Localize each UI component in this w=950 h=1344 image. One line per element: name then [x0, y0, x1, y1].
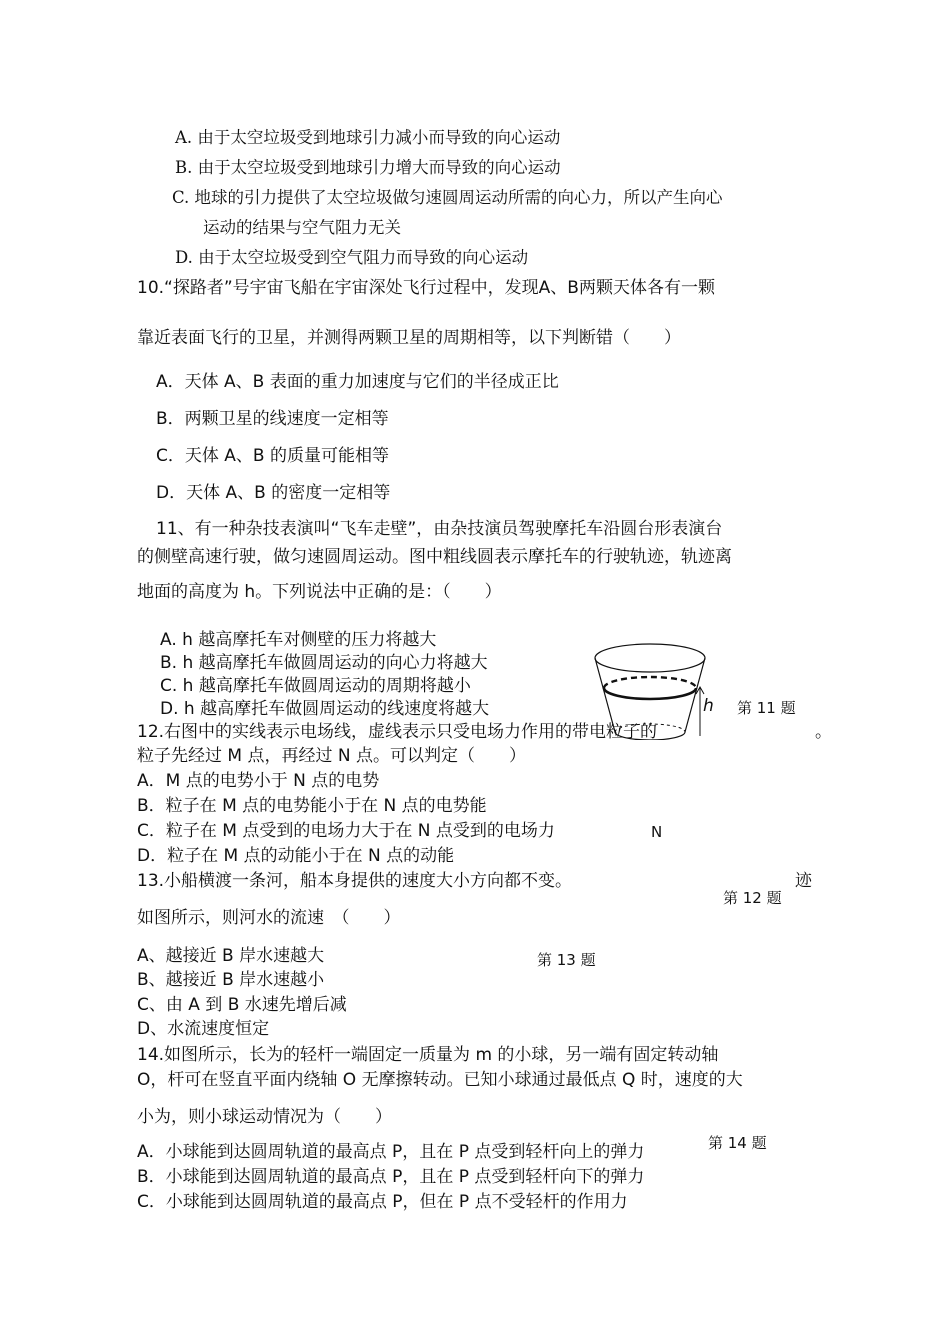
q14-option-b: B．小球能到达圆周轨道的最高点 P，且在 P 点受到轻杆向下的弹力 [137, 1167, 645, 1187]
q12-stem-line1-tail: 。 [815, 722, 832, 742]
q11-figure-h-label: h [703, 696, 714, 716]
q11-stem-line1: 11、有一种杂技表演叫“飞车走壁”，由杂技演员驾驶摩托车沿圆台形表演台 [156, 519, 723, 539]
q12-option-d: D．粒子在 M 点的动能小于在 N 点的动能 [137, 846, 455, 866]
q14-stem-line1: 14.如图所示，长为的轻杆一端固定一质量为 m 的小球，另一端有固定转动轴 [137, 1045, 719, 1065]
q12-stem-line2: 粒子先经过 M 点，再经过 N 点。可以判定（ ） [137, 746, 526, 766]
q12-figure-caption: 第 12 题 [723, 889, 782, 907]
q10-option-d: D．天体 A、B 的密度一定相等 [156, 483, 391, 503]
q11-option-d: D. h 越高摩托车做圆周运动的线速度将越大 [160, 699, 490, 719]
q10-option-b: B．两颗卫星的线速度一定相等 [156, 409, 389, 429]
q10-stem-line2: 靠近表面飞行的卫星，并测得两颗卫星的周期相等，以下判断错（ ） [137, 328, 681, 348]
q11-option-a: A. h 越高摩托车对侧壁的压力将越大 [160, 630, 437, 650]
q9-option-d: D. 由于太空垃圾受到空气阻力而导致的向心运动 [175, 248, 529, 267]
q10-option-a: A．天体 A、B 表面的重力加速度与它们的半径成正比 [156, 372, 559, 392]
q14-option-a: A．小球能到达圆周轨道的最高点 P，且在 P 点受到轻杆向上的弹力 [137, 1142, 645, 1162]
q9-option-a: A. 由于太空垃圾受到地球引力减小而导致的向心运动 [175, 128, 561, 147]
q10-stem-line1: 10.“探路者”号宇宙飞船在宇宙深处飞行过程中，发现A、B两颗天体各有一颗 [137, 278, 715, 298]
q14-stem-line2: O，杆可在竖直平面内绕轴 O 无摩擦转动。已知小球通过最低点 Q 时，速度的大 [137, 1070, 743, 1090]
q11-stem-line3: 地面的高度为 h。下列说法中正确的是：（ ） [137, 582, 502, 602]
q13-option-a: A、越接近 B 岸水速越大 [137, 946, 325, 966]
q13-option-d: D、水流速度恒定 [137, 1019, 270, 1039]
q14-option-c: C．小球能到达圆周轨道的最高点 P，但在 P 点不受轻杆的作用力 [137, 1192, 628, 1212]
q13-stem-line1: 13.小船横渡一条河，船本身提供的速度大小方向都不变。 [137, 871, 573, 891]
q9-option-b: B. 由于太空垃圾受到地球引力增大而导致的向心运动 [175, 158, 561, 177]
q12-option-b: B．粒子在 M 点的电势能小于在 N 点的电势能 [137, 796, 487, 816]
q12-option-c: C．粒子在 M 点受到的电场力大于在 N 点受到的电场力 [137, 821, 555, 841]
q11-option-c: C. h 越高摩托车做圆周运动的周期将越小 [160, 676, 471, 696]
q9-option-c-line2: 运动的结果与空气阻力无关 [203, 218, 401, 237]
q11-stem-line2: 的侧壁高速行驶，做匀速圆周运动。图中粗线圆表示摩托车的行驶轨迹，轨迹离 [137, 547, 732, 567]
q12-option-a: A．M 点的电势小于 N 点的电势 [137, 771, 380, 791]
q12-figure-point-n: N [651, 823, 663, 841]
q11-figure-caption: 第 11 题 [737, 699, 796, 717]
q13-option-c: C、由 A 到 B 水速先增后减 [137, 995, 347, 1015]
q12-stem-line1: 12.右图中的实线表示电场线，虚线表示只受电场力作用的带电粒子的 [137, 722, 658, 742]
q13-stem-line2: 如图所示，则河水的流速 （ ） [137, 908, 401, 928]
q13-option-b: B、越接近 B 岸水速越小 [137, 970, 325, 990]
q14-figure-caption: 第 14 题 [708, 1134, 767, 1152]
q11-option-b: B. h 越高摩托车做圆周运动的向心力将越大 [160, 653, 488, 673]
q10-option-c: C．天体 A、B 的质量可能相等 [156, 446, 389, 466]
q9-option-c-line1: C. 地球的引力提供了太空垃圾做匀速圆周运动所需的向心力，所以产生向心 [172, 188, 723, 207]
q14-stem-line3: 小为，则小球运动情况为（ ） [137, 1107, 392, 1127]
q13-stem-line1-tail: 迹 [795, 871, 812, 891]
q13-figure-caption: 第 13 题 [537, 951, 596, 969]
